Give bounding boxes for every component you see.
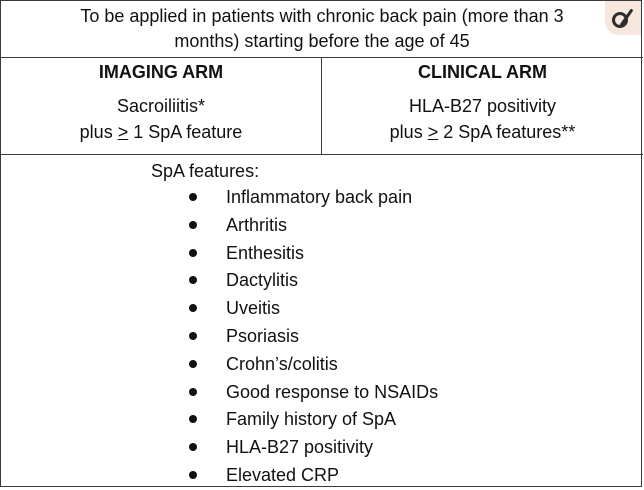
imaging-arm-cell xyxy=(1,58,322,154)
corner-badge[interactable] xyxy=(605,1,641,35)
table-header xyxy=(1,1,643,58)
bullet-icon xyxy=(189,221,197,229)
feature-label: Uveitis xyxy=(226,298,281,319)
spa-features-cell xyxy=(1,155,643,488)
feature-label: Dactylitis xyxy=(226,270,299,291)
clinical-arm-greater-equal: > xyxy=(427,122,439,142)
bullet-icon xyxy=(189,193,197,201)
list-item xyxy=(1,323,643,351)
bullet-icon xyxy=(189,249,197,257)
bullet-icon xyxy=(189,332,197,340)
feature-label: Enthesitis xyxy=(226,242,305,263)
spa-features-list xyxy=(1,184,643,490)
bullet-icon xyxy=(189,415,197,423)
header-line-2: months) starting before the age of 45 xyxy=(174,31,470,51)
list-item xyxy=(1,184,643,212)
header-line-1: To be applied in patients with chronic back pain (more than 3 xyxy=(80,6,564,26)
bullet-icon xyxy=(189,360,197,368)
imaging-arm-requirement xyxy=(1,119,321,145)
clinical-arm-requirement-prefix: plus xyxy=(389,122,428,142)
clinical-arm-requirement xyxy=(322,119,643,145)
clinical-arm-requirement-suffix: 2 SpA features** xyxy=(438,122,576,142)
list-item xyxy=(1,406,643,434)
feature-label: Crohn’s/colitis xyxy=(226,353,338,374)
feature-label: Family history of SpA xyxy=(226,409,397,430)
list-item xyxy=(1,379,643,407)
list-item xyxy=(1,434,643,462)
spa-features-title: SpA features: xyxy=(151,161,260,181)
bullet-icon xyxy=(189,443,197,451)
imaging-arm-criterion: Sacroiliitis* xyxy=(116,96,206,116)
feature-label: HLA-B27 positivity xyxy=(226,437,374,458)
feature-label: Inflammatory back pain xyxy=(226,187,413,207)
list-item xyxy=(1,351,643,379)
bullet-icon xyxy=(189,388,197,396)
list-item xyxy=(1,462,643,490)
bullet-icon xyxy=(189,471,197,479)
feature-label: Good response to NSAIDs xyxy=(226,381,439,402)
feature-label: Psoriasis xyxy=(226,325,300,346)
bullet-icon xyxy=(189,276,197,284)
list-item xyxy=(1,267,643,295)
list-item xyxy=(1,240,643,268)
list-item xyxy=(1,212,643,240)
imaging-arm-requirement-prefix: plus xyxy=(79,122,118,142)
clinical-arm-title: CLINICAL ARM xyxy=(418,62,547,82)
clinical-arm-criterion: HLA-B27 positivity xyxy=(408,96,557,116)
partial-letter-d-icon xyxy=(609,4,637,32)
bullet-icon xyxy=(189,304,197,312)
feature-label: Arthritis xyxy=(226,214,288,235)
imaging-arm-greater-equal: > xyxy=(117,122,129,142)
feature-label: Elevated CRP xyxy=(226,464,340,485)
imaging-arm-requirement-suffix: 1 SpA feature xyxy=(128,122,243,142)
arms-row xyxy=(1,58,643,155)
imaging-arm-title: IMAGING ARM xyxy=(98,62,224,82)
clinical-arm-cell xyxy=(322,58,643,154)
list-item xyxy=(1,295,643,323)
